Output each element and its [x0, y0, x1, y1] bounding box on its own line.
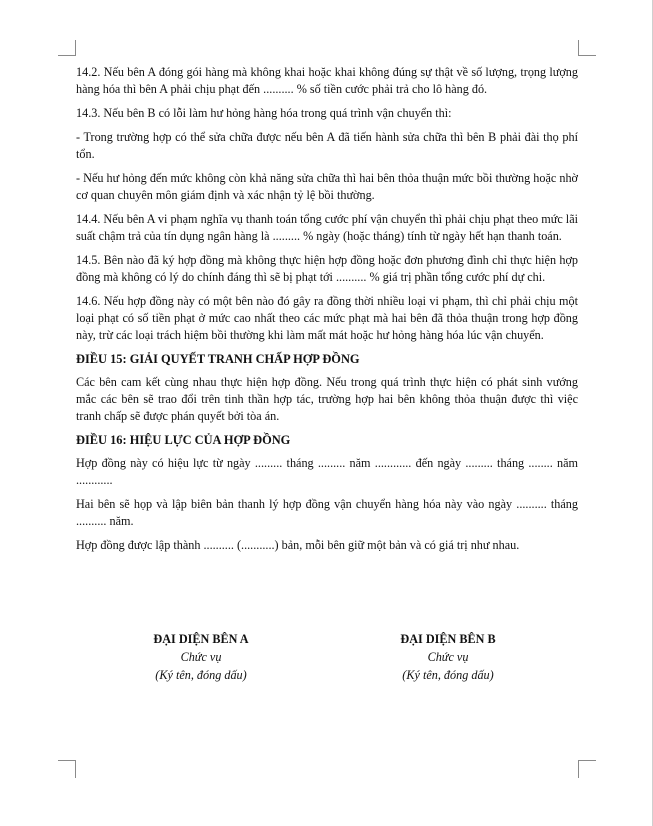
clause-14-3-case-1: - Trong trường hợp có thể sửa chữa được nếu bên A đã tiến hành sửa chữa thì bên B phải đài thọ phí tổn.: [76, 130, 578, 161]
article-16-effective-date: Hợp đồng này có hiệu lực từ ngày ......... tháng ......... năm ............ đến ngày ......... tháng ........ năm ............: [76, 456, 578, 487]
article-16-liquidation: Hai bên sẽ họp và lập biên bản thanh lý hợp đồng vận chuyển hàng hóa này vào ngày .......... tháng .......... năm.: [76, 497, 578, 528]
crop-mark-bottom-right: [578, 760, 596, 778]
signature-b-note: (Ký tên, đóng dấu): [402, 668, 494, 682]
signature-b-title: ĐẠI DIỆN BÊN B: [400, 632, 496, 646]
clause-14-5: 14.5. Bên nào đã ký hợp đồng mà không thực hiện hợp đồng hoặc đơn phương đình chỉ thực hiện hợp đồng mà không có lý do chính đáng thì sẽ bị phạt tới .......... % giá trị phần tổng cước phí dự chi.: [76, 253, 578, 284]
signature-party-b: [348, 630, 548, 684]
clause-14-3-case-2: - Nếu hư hỏng đến mức không còn khả năng sửa chữa thì hai bên thỏa thuận mức bồi thường hoặc nhờ cơ quan chuyên môn giám định và xác nhận tỷ lệ bồi thường.: [76, 171, 578, 202]
article-16-heading: ĐIỀU 16: HIỆU LỰC CỦA HỢP ĐỒNG: [76, 433, 291, 447]
signature-a-note: (Ký tên, đóng dấu): [155, 668, 247, 682]
crop-mark-top-right: [578, 40, 596, 56]
article-15-text: Các bên cam kết cùng nhau thực hiện hợp đồng. Nếu trong quá trình thực hiện có phát sinh vướng mắc các bên sẽ trao đổi trên tinh thần hợp tác, trường hợp hai bên không thỏa thuận được thì việc tranh chấp sẽ được phán quyết bởi tòa án.: [76, 375, 578, 423]
article-15-heading: ĐIỀU 15: GIẢI QUYẾT TRANH CHẤP HỢP ĐỒNG: [76, 352, 360, 366]
clause-14-3: 14.3. Nếu bên B có lỗi làm hư hỏng hàng hóa trong quá trình vận chuyển thì:: [76, 106, 452, 120]
clause-14-6: 14.6. Nếu hợp đồng này có một bên nào đó gây ra đồng thời nhiều loại vi phạm, thì chỉ phải chịu một loại phạt có số tiền phạt ở mức cao nhất theo các mức phạt mà hai bên đã thỏa thuận trong hợp đồng này, trừ các loại trách hiệm bồi thường khi làm mất mát hoặc hư hỏng hàng hóa lúc vận chuyển.: [76, 294, 578, 342]
crop-mark-bottom-left: [58, 760, 76, 778]
crop-mark-top-left: [58, 40, 76, 56]
signature-party-a: [101, 630, 301, 684]
signature-block: [76, 630, 578, 690]
document-body: [76, 64, 578, 561]
article-16-copies: Hợp đồng được lập thành .......... (...........) bản, mỗi bên giữ một bản và có giá trị như nhau.: [76, 538, 520, 552]
clause-14-2: 14.2. Nếu bên A đóng gói hàng mà không khai hoặc khai không đúng sự thật về số lượng, trọng lượng hàng hóa thì bên A phải chịu phạt đến .......... % số tiền cước phải trả cho lô hàng đó.: [76, 65, 578, 96]
signature-b-role: Chức vụ: [427, 650, 469, 664]
clause-14-4: 14.4. Nếu bên A vi phạm nghĩa vụ thanh toán tổng cước phí vận chuyển thì phải chịu phạt theo mức lãi suất chậm trả của tín dụng ngân hàng là ......... % ngày (hoặc tháng) tính từ ngày hết hạn thanh toán.: [76, 212, 578, 243]
signature-a-role: Chức vụ: [180, 650, 222, 664]
signature-a-title: ĐẠI DIỆN BÊN A: [153, 632, 249, 646]
